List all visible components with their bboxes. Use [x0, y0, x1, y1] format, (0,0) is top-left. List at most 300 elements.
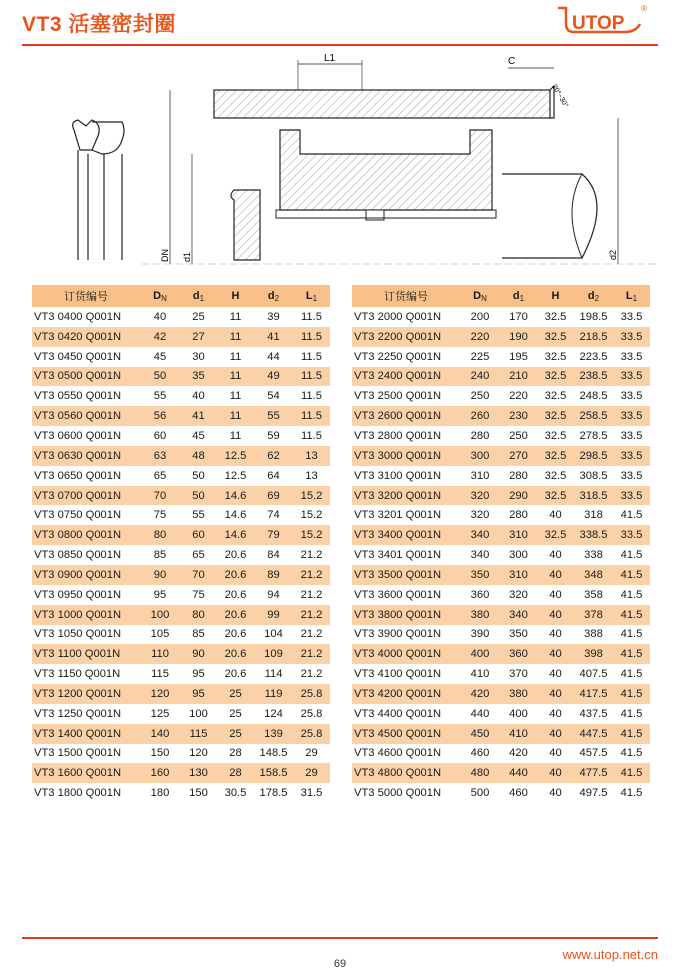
- table-cell: 300: [509, 549, 528, 562]
- table-cell: VT3 3500 Q001N: [352, 565, 460, 585]
- table-cell: 56: [140, 406, 180, 426]
- table-cell: 60: [153, 429, 167, 442]
- table-cell: 41.5: [620, 549, 643, 562]
- spec-table-right: [352, 285, 650, 803]
- table-cell: 218.5: [574, 327, 613, 347]
- table-cell: 80: [140, 525, 180, 545]
- table-cell: 62: [254, 446, 293, 466]
- table-cell: 308.5: [579, 469, 608, 482]
- table-cell: 21.2: [293, 565, 330, 585]
- table-cell: 11.5: [293, 327, 330, 347]
- table-cell: 44: [267, 350, 280, 363]
- table-cell: 210: [500, 367, 537, 387]
- table-cell: 310: [500, 525, 537, 545]
- table-cell: 33.5: [613, 406, 650, 426]
- table-cell: 41.5: [620, 707, 643, 720]
- table-cell: 20.6: [224, 588, 247, 601]
- table-cell: 41.5: [613, 724, 650, 744]
- table-cell: 20.6: [224, 549, 247, 562]
- table-cell: 15.2: [293, 486, 330, 506]
- table-cell: 120: [189, 747, 208, 760]
- table-cell: 340: [500, 605, 537, 625]
- table-cell: VT3 3000 Q001N: [352, 446, 460, 466]
- table-row: [32, 664, 330, 684]
- table-cell: 240: [460, 367, 500, 387]
- table-cell: VT3 0420 Q001N: [32, 327, 140, 347]
- table-cell: 33.5: [613, 367, 650, 387]
- table-cell: 21.2: [300, 549, 323, 562]
- table-cell: 500: [470, 787, 490, 800]
- table-cell: 28: [229, 747, 242, 760]
- table-row: [32, 644, 330, 664]
- table-cell: 320: [460, 486, 500, 506]
- table-cell: 14.6: [217, 486, 254, 506]
- table-row: [32, 605, 330, 625]
- table-cell: VT3 0500 Q001N: [32, 367, 140, 387]
- label-angle: 20°~30°: [550, 83, 569, 109]
- table-cell: 338.5: [574, 525, 613, 545]
- table-cell: 41.5: [620, 588, 643, 601]
- table-cell: 11.5: [301, 310, 322, 323]
- table-cell: 11.5: [301, 350, 322, 363]
- table-row: [352, 426, 650, 446]
- table-cell: VT3 3600 Q001N: [354, 588, 442, 601]
- table-cell: 14.6: [217, 525, 254, 545]
- table-cell: 115: [180, 724, 217, 744]
- table-cell: VT3 4200 Q001N: [352, 684, 460, 704]
- table-cell: 400: [509, 707, 528, 720]
- table-cell: 437.5: [579, 707, 608, 720]
- table-cell: 41.5: [620, 628, 643, 641]
- table-cell: 390: [470, 628, 490, 641]
- footer-rule: [22, 937, 658, 939]
- table-cell: 33.5: [620, 390, 643, 403]
- table-cell: 21.2: [293, 605, 330, 625]
- table-cell: 109: [254, 644, 293, 664]
- table-cell: 447.5: [574, 724, 613, 744]
- table-cell: 125: [150, 707, 170, 720]
- label-d1: d1: [182, 251, 192, 262]
- table-cell: 198.5: [579, 310, 608, 323]
- table-cell: 20.6: [224, 628, 247, 641]
- table-cell: 94: [267, 588, 280, 601]
- table-cell: VT3 0600 Q001N: [34, 429, 122, 442]
- table-cell: 398: [574, 644, 613, 664]
- seal-cross-section-drawing: [22, 50, 658, 276]
- table-cell: 195: [509, 350, 528, 363]
- table-cell: VT3 4800 Q001N: [352, 763, 460, 783]
- table-cell: 95: [180, 684, 217, 704]
- table-cell: 238.5: [574, 367, 613, 387]
- table-cell: 35: [180, 367, 217, 387]
- table-cell: 20.6: [217, 605, 254, 625]
- table-cell: 90: [140, 565, 180, 585]
- col-d2: $d_2$: [574, 285, 613, 307]
- table-cell: 120: [140, 684, 180, 704]
- table-cell: VT3 1250 Q001N: [34, 707, 122, 720]
- table-row: [352, 406, 650, 426]
- table-cell: 148.5: [259, 747, 288, 760]
- table-cell: 225: [470, 350, 490, 363]
- table-cell: 33.5: [620, 429, 643, 442]
- table-cell: 318.5: [574, 486, 613, 506]
- table-cell: 310: [470, 469, 490, 482]
- table-row: [32, 565, 330, 585]
- table-cell: VT3 1200 Q001N: [32, 684, 140, 704]
- table-cell: VT3 4100 Q001N: [354, 668, 442, 681]
- table-cell: VT3 2250 Q001N: [354, 350, 442, 363]
- table-row: [352, 625, 650, 645]
- table-cell: 20.6: [224, 668, 247, 681]
- table-header-row: [352, 285, 650, 307]
- table-row: [352, 664, 650, 684]
- table-cell: 440: [500, 763, 537, 783]
- table-cell: 360: [500, 644, 537, 664]
- table-row: [32, 367, 330, 387]
- table-cell: 340: [470, 549, 490, 562]
- table-cell: 40: [537, 565, 574, 585]
- table-cell: 11.5: [301, 429, 322, 442]
- table-cell: 45: [153, 350, 167, 363]
- table-cell: 320: [470, 509, 490, 522]
- table-cell: 80: [180, 605, 217, 625]
- table-cell: VT3 0450 Q001N: [34, 350, 122, 363]
- table-cell: VT3 3401 Q001N: [354, 549, 442, 562]
- table-cell: 32.5: [544, 350, 567, 363]
- table-row: [352, 704, 650, 724]
- table-cell: 11: [229, 390, 242, 403]
- table-cell: 220: [509, 390, 528, 403]
- table-cell: VT3 4000 Q001N: [352, 644, 460, 664]
- table-row: [32, 625, 330, 645]
- table-row: [352, 545, 650, 565]
- table-row: [32, 486, 330, 506]
- table-cell: 50: [140, 367, 180, 387]
- table-cell: VT3 2400 Q001N: [352, 367, 460, 387]
- table-cell: 32.5: [537, 446, 574, 466]
- table-cell: 40: [192, 390, 205, 403]
- table-cell: 41.5: [613, 763, 650, 783]
- table-cell: 64: [267, 469, 280, 482]
- table-cell: 70: [180, 565, 217, 585]
- table-cell: VT3 1100 Q001N: [32, 644, 140, 664]
- table-cell: 11: [217, 367, 254, 387]
- table-cell: 358: [584, 588, 603, 601]
- table-cell: 124: [264, 707, 283, 720]
- table-row: [352, 525, 650, 545]
- table-cell: 40: [549, 588, 562, 601]
- table-row: [352, 386, 650, 406]
- header-rule: [22, 44, 658, 46]
- table-row: [352, 744, 650, 764]
- table-cell: 178.5: [259, 787, 288, 800]
- table-cell: 27: [180, 327, 217, 347]
- table-cell: VT3 1800 Q001N: [34, 787, 122, 800]
- table-cell: 11.5: [293, 406, 330, 426]
- table-cell: 410: [470, 668, 490, 681]
- table-cell: 338: [584, 549, 603, 562]
- label-L1: L1: [324, 53, 336, 64]
- table-cell: 258.5: [574, 406, 613, 426]
- table-cell: 388: [584, 628, 603, 641]
- table-cell: VT3 0850 Q001N: [34, 549, 122, 562]
- table-row: [32, 704, 330, 724]
- table-cell: 407.5: [579, 668, 608, 681]
- col-h: H: [217, 285, 254, 307]
- table-row: [32, 783, 330, 803]
- table-cell: 41: [254, 327, 293, 347]
- col-order-code: 订货编号: [352, 285, 460, 307]
- table-row: [352, 486, 650, 506]
- table-row: [32, 724, 330, 744]
- col-h: H: [537, 285, 574, 307]
- table-cell: VT3 3900 Q001N: [354, 628, 442, 641]
- table-cell: 420: [460, 684, 500, 704]
- table-row: [352, 783, 650, 803]
- table-cell: 350: [509, 628, 528, 641]
- table-cell: 32.5: [537, 406, 574, 426]
- table-cell: 260: [460, 406, 500, 426]
- table-cell: 90: [180, 644, 217, 664]
- table-row: [352, 347, 650, 367]
- table-cell: 41.5: [620, 787, 643, 800]
- col-d1: $d_1$: [500, 285, 537, 307]
- table-cell: 63: [140, 446, 180, 466]
- table-cell: 497.5: [579, 787, 608, 800]
- table-cell: 11: [229, 350, 242, 363]
- table-cell: 41.5: [613, 565, 650, 585]
- table-cell: 25: [192, 310, 205, 323]
- table-cell: VT3 2200 Q001N: [352, 327, 460, 347]
- table-cell: 160: [140, 763, 180, 783]
- table-cell: 13: [305, 469, 318, 482]
- table-cell: VT3 0800 Q001N: [32, 525, 140, 545]
- table-cell: 280: [509, 469, 528, 482]
- table-row: [32, 684, 330, 704]
- table-cell: 140: [140, 724, 180, 744]
- table-cell: 41.5: [620, 668, 643, 681]
- table-cell: 11: [217, 327, 254, 347]
- col-d2: $d_2$: [254, 285, 293, 307]
- table-cell: VT3 4500 Q001N: [352, 724, 460, 744]
- table-cell: 190: [500, 327, 537, 347]
- table-cell: VT3 0560 Q001N: [32, 406, 140, 426]
- table-cell: 457.5: [579, 747, 608, 760]
- table-cell: 318: [584, 509, 603, 522]
- table-cell: 320: [509, 588, 528, 601]
- table-cell: 14.6: [224, 509, 247, 522]
- table-header-row: [32, 285, 330, 307]
- table-cell: 32.5: [537, 367, 574, 387]
- table-cell: 59: [267, 429, 280, 442]
- table-cell: 350: [460, 565, 500, 585]
- table-cell: 248.5: [579, 390, 608, 403]
- table-cell: 32.5: [544, 390, 567, 403]
- table-cell: VT3 4600 Q001N: [354, 747, 442, 760]
- table-cell: 21.2: [300, 668, 323, 681]
- table-cell: 460: [470, 747, 490, 760]
- table-cell: 25: [229, 707, 242, 720]
- table-row: [32, 545, 330, 565]
- table-cell: 360: [470, 588, 490, 601]
- table-cell: 45: [192, 429, 205, 442]
- table-cell: VT3 2600 Q001N: [352, 406, 460, 426]
- table-cell: VT3 0650 Q001N: [34, 469, 122, 482]
- table-cell: 348: [574, 565, 613, 585]
- table-cell: 40: [549, 628, 562, 641]
- table-cell: VT3 1600 Q001N: [32, 763, 140, 783]
- table-row: [32, 585, 330, 605]
- table-cell: VT3 0400 Q001N: [34, 310, 122, 323]
- table-row: [32, 426, 330, 446]
- table-cell: 40: [549, 707, 562, 720]
- table-row: [32, 744, 330, 764]
- seal-profile: [73, 120, 124, 260]
- page-title: VT3 活塞密封圈: [22, 13, 176, 36]
- table-row: [352, 446, 650, 466]
- table-cell: 32.5: [544, 469, 567, 482]
- table-cell: 79: [254, 525, 293, 545]
- col-l1: $L_1$: [293, 285, 330, 307]
- table-cell: 223.5: [579, 350, 608, 363]
- table-cell: 270: [500, 446, 537, 466]
- table-cell: 48: [180, 446, 217, 466]
- table-cell: 40: [537, 724, 574, 744]
- table-cell: 60: [180, 525, 217, 545]
- table-cell: VT3 1000 Q001N: [32, 605, 140, 625]
- table-cell: 32.5: [537, 486, 574, 506]
- table-cell: 25: [217, 724, 254, 744]
- table-cell: 278.5: [579, 429, 608, 442]
- table-cell: 74: [267, 509, 280, 522]
- table-cell: 55: [254, 406, 293, 426]
- table-cell: 150: [189, 787, 208, 800]
- table-row: [32, 763, 330, 783]
- table-cell: 95: [153, 588, 167, 601]
- table-cell: 50: [192, 469, 205, 482]
- table-row: [352, 466, 650, 486]
- table-cell: VT3 3201 Q001N: [354, 509, 442, 522]
- table-cell: 110: [140, 644, 180, 664]
- table-cell: 130: [180, 763, 217, 783]
- table-cell: 310: [500, 565, 537, 585]
- label-DN: DN: [160, 249, 170, 262]
- table-cell: 378: [574, 605, 613, 625]
- table-cell: 25.8: [300, 707, 323, 720]
- table-cell: 25.8: [293, 724, 330, 744]
- table-cell: 300: [460, 446, 500, 466]
- table-cell: VT3 0750 Q001N: [34, 509, 122, 522]
- table-cell: 32.5: [544, 429, 567, 442]
- table-cell: 32.5: [537, 525, 574, 545]
- table-cell: 460: [509, 787, 528, 800]
- registered-mark: ®: [641, 4, 647, 13]
- table-cell: 105: [150, 628, 170, 641]
- website-url[interactable]: www.utop.net.cn: [562, 947, 658, 962]
- table-cell: 410: [500, 724, 537, 744]
- table-cell: 11: [229, 429, 242, 442]
- table-cell: 41: [180, 406, 217, 426]
- table-cell: 11.5: [301, 390, 322, 403]
- table-row: [352, 763, 650, 783]
- table-cell: VT3 5000 Q001N: [354, 787, 442, 800]
- table-cell: 280: [509, 509, 528, 522]
- table-cell: 21.2: [300, 628, 323, 641]
- table-row: [352, 505, 650, 525]
- table-cell: 298.5: [574, 446, 613, 466]
- table-cell: 29: [293, 763, 330, 783]
- table-cell: 21.2: [293, 644, 330, 664]
- table-cell: 280: [470, 429, 490, 442]
- table-cell: 417.5: [574, 684, 613, 704]
- table-cell: VT3 0550 Q001N: [34, 390, 122, 403]
- table-cell: 40: [537, 763, 574, 783]
- table-cell: 55: [153, 390, 167, 403]
- table-cell: VT3 3800 Q001N: [352, 605, 460, 625]
- table-cell: 12.5: [217, 446, 254, 466]
- table-row: [352, 644, 650, 664]
- table-cell: 13: [293, 446, 330, 466]
- table-cell: VT3 2000 Q001N: [354, 310, 442, 323]
- table-cell: 250: [509, 429, 528, 442]
- table-cell: 40: [549, 787, 562, 800]
- table-cell: 115: [151, 668, 169, 681]
- table-cell: 41.5: [613, 605, 650, 625]
- table-cell: 15.2: [293, 525, 330, 545]
- table-cell: 41.5: [613, 684, 650, 704]
- piston-body: [280, 130, 492, 210]
- table-row: [32, 327, 330, 347]
- table-cell: 12.5: [224, 469, 247, 482]
- table-row: [32, 406, 330, 426]
- table-cell: 200: [470, 310, 490, 323]
- table-cell: 42: [140, 327, 180, 347]
- table-cell: 450: [460, 724, 500, 744]
- table-cell: 33.5: [613, 486, 650, 506]
- table-row: [32, 466, 330, 486]
- table-cell: VT3 3100 Q001N: [354, 469, 442, 482]
- table-cell: 33.5: [620, 350, 643, 363]
- table-cell: 11.5: [293, 367, 330, 387]
- table-cell: 40: [549, 509, 562, 522]
- table-cell: 380: [460, 605, 500, 625]
- table-cell: 114: [264, 668, 283, 681]
- table-cell: VT3 1500 Q001N: [34, 747, 122, 760]
- table-cell: 40: [537, 684, 574, 704]
- table-cell: 420: [509, 747, 528, 760]
- table-cell: 170: [509, 310, 528, 323]
- table-cell: 28: [217, 763, 254, 783]
- table-cell: 65: [153, 469, 167, 482]
- table-cell: 30.5: [224, 787, 247, 800]
- table-cell: 11: [229, 310, 242, 323]
- table-cell: 370: [509, 668, 528, 681]
- table-cell: 39: [267, 310, 280, 323]
- table-cell: 55: [192, 509, 205, 522]
- table-cell: 400: [460, 644, 500, 664]
- table-cell: 41.5: [620, 509, 643, 522]
- table-cell: 85: [192, 628, 205, 641]
- table-row: [352, 327, 650, 347]
- table-cell: 15.2: [300, 509, 323, 522]
- table-row: [352, 307, 650, 327]
- table-cell: 104: [264, 628, 283, 641]
- table-cell: 20.6: [217, 565, 254, 585]
- table-cell: VT3 3400 Q001N: [352, 525, 460, 545]
- col-l1: $L_1$: [613, 285, 650, 307]
- table-cell: VT3 0700 Q001N: [32, 486, 140, 506]
- table-cell: 100: [140, 605, 180, 625]
